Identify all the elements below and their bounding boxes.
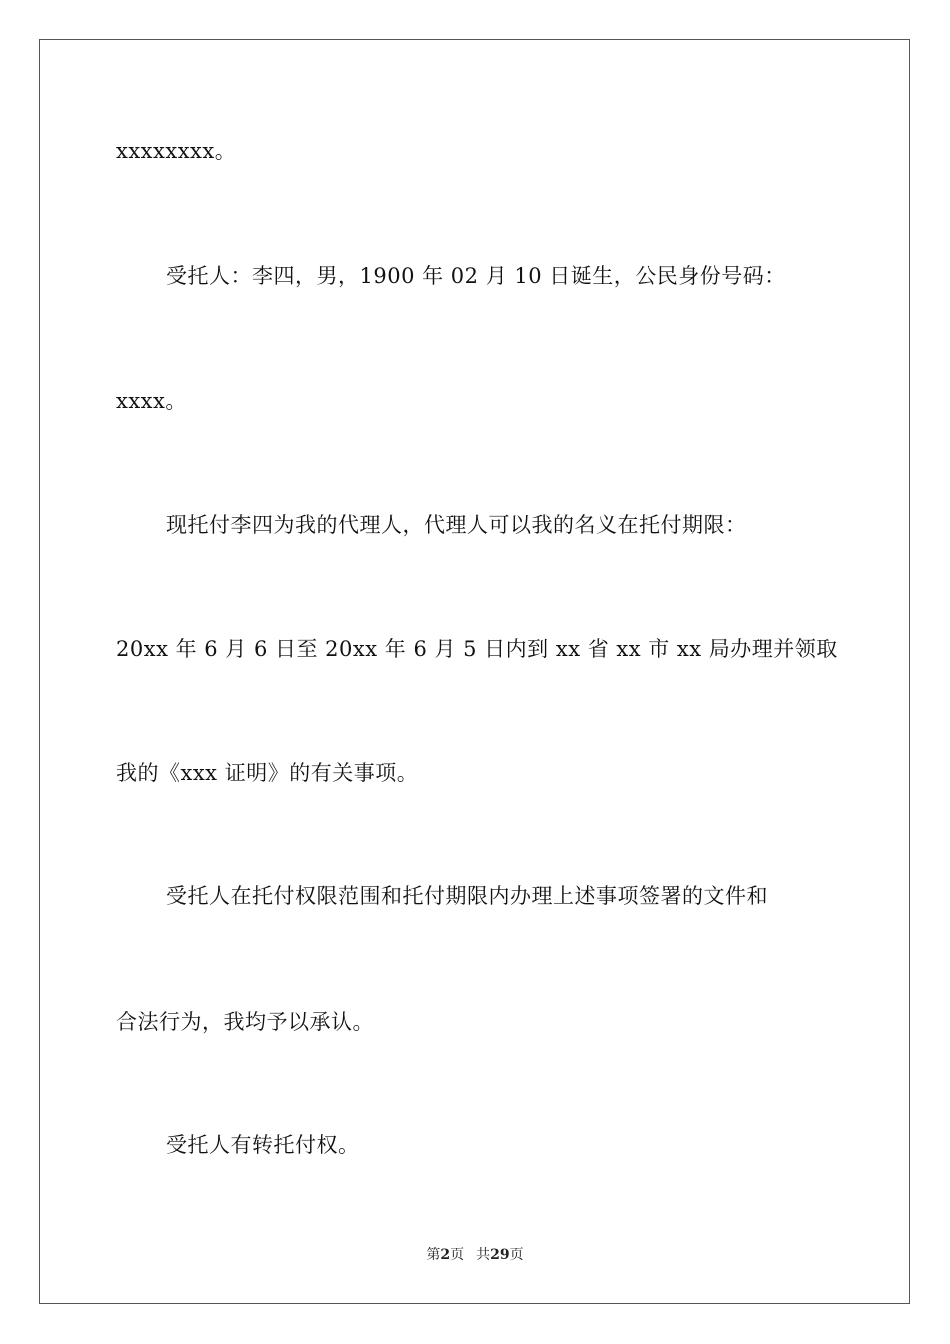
page-footer [0,1246,950,1264]
page-number: 2 [440,1247,451,1263]
text-line-8: 合法行为，我均予以承认。 [116,1010,374,1034]
text-line-3: xxxx。 [116,389,187,413]
page-prefix: 第 [426,1247,441,1263]
text-line-6: 我的《xxx 证明》的有关事项。 [116,761,419,785]
text-line-4: 现托付李四为我的代理人，代理人可以我的名义在托付期限： [166,513,747,537]
text-line-5: 20xx 年 6 月 6 日至 20xx 年 6 月 5 日内到 xx 省 xx 市 xx 局办理并领取 [116,637,838,661]
total-pages: 29 [490,1247,510,1263]
text-line-9: 受托人有转托付权。 [166,1133,360,1157]
total-prefix: 共 [476,1247,491,1263]
page-border [39,39,910,1304]
total-suffix: 页 [509,1247,524,1263]
text-line-2: 受托人：李四，男，1900 年 02 月 10 日诞生，公民身份号码： [166,264,786,288]
text-line-7: 受托人在托付权限范围和托付期限内办理上述事项签署的文件和 [166,884,768,908]
text-line-1: xxxxxxxx。 [116,139,237,163]
page-suffix: 页 [450,1247,465,1263]
